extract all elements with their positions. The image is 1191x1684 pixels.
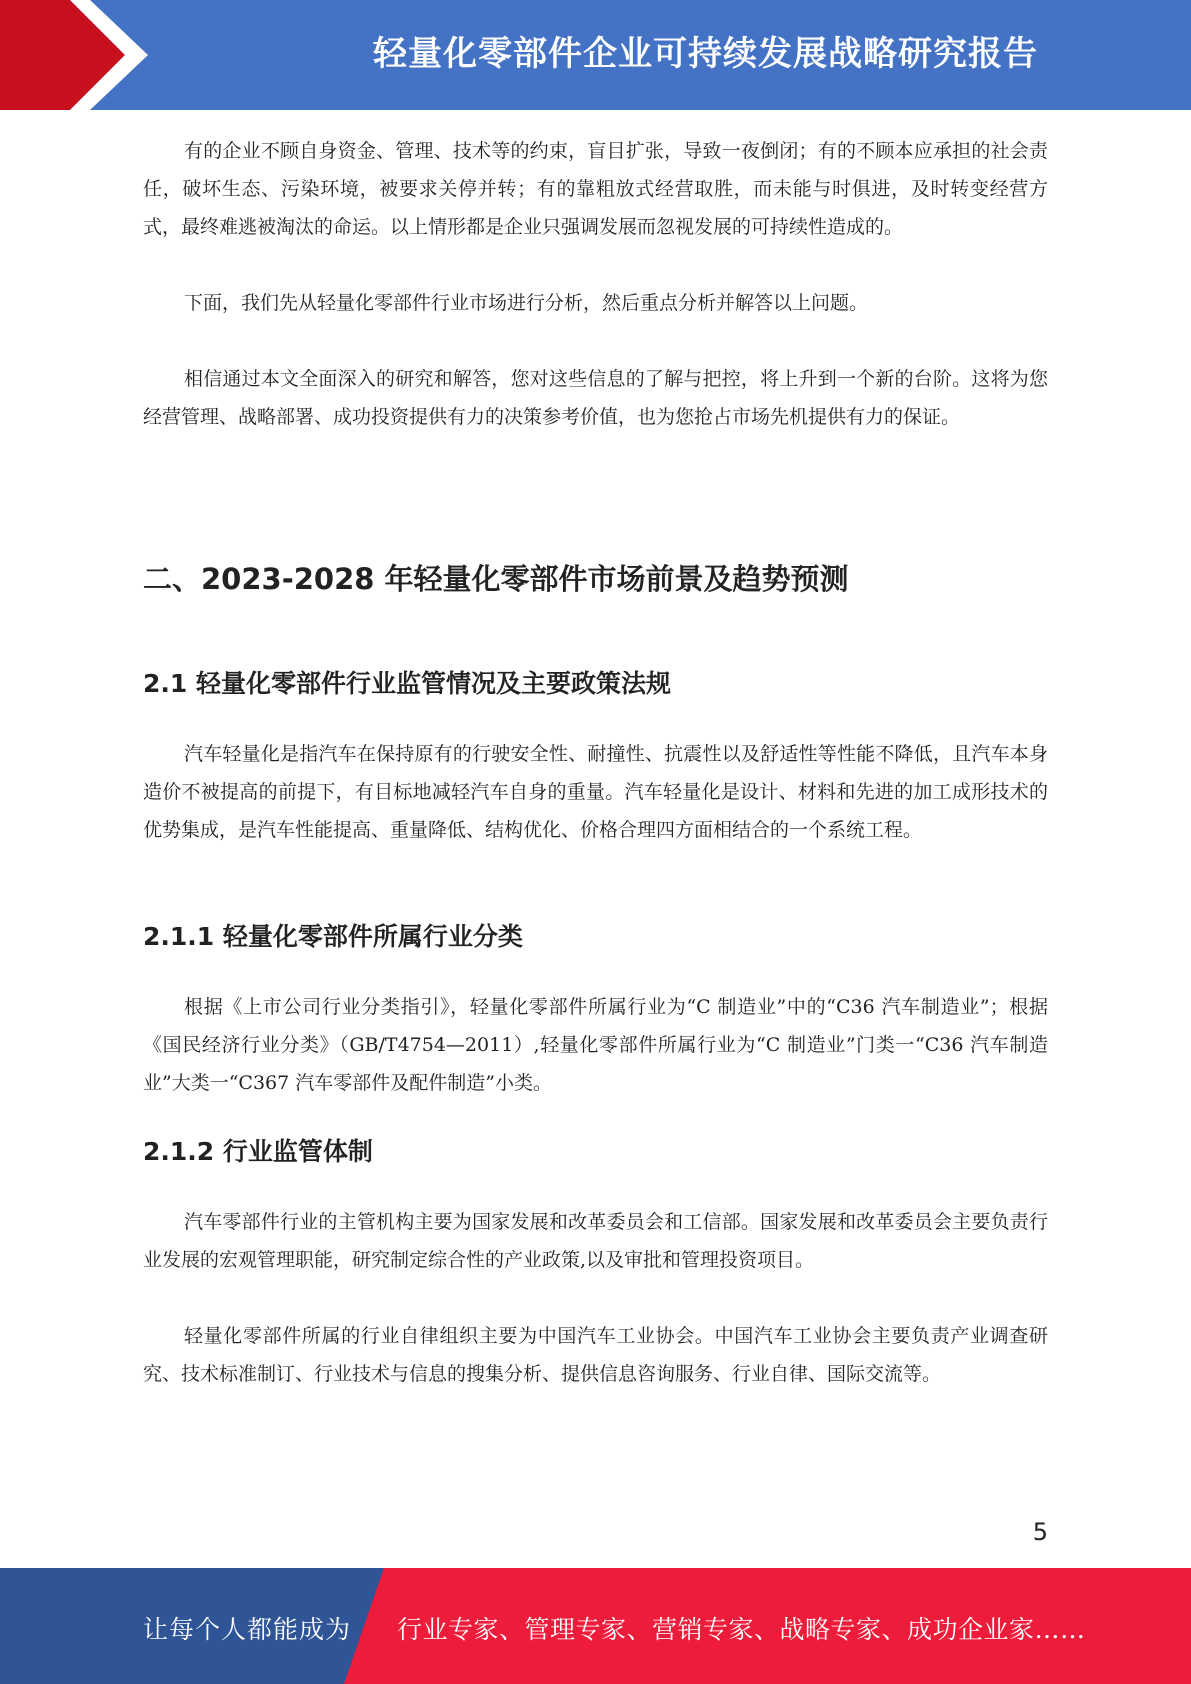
intro-paragraph-3: 相信通过本文全面深入的研究和解答，您对这些信息的了解与把控，将上升到一个新的台阶。这将为您经营管理、战略部署、成功投资提供有力的决策参考价值，也为您抢占市场先机提供有力的保证。 xyxy=(143,368,1048,428)
intro-paragraph-2: 下面，我们先从轻量化零部件行业市场进行分析，然后重点分析并解答以上问题。 xyxy=(184,292,869,314)
section-2-1-2-paragraph-1: 汽车零部件行业的主管机构主要为国家发展和改革委员会和工信部。国家发展和改革委员会主要负责行业发展的宏观管理职能，研究制定综合性的产业政策,以及审批和管理投资项目。 xyxy=(143,1211,1048,1271)
section-2-1-1-paragraph: 根据《上市公司行业分类指引》，轻量化零部件所属行业为“C 制造业”中的“C36 汽车制造业”；根据《国民经济行业分类》（GB/T4754—2011）,轻量化零部件所属行业为“C 制造业”门类一“C36 汽车制造业”大类一“C367 汽车零部件及配件制造”小类。 xyxy=(143,996,1048,1094)
section-2-1-2-heading: 2.1.2 行业监管体制 xyxy=(143,1137,373,1166)
intro-block xyxy=(143,132,1048,436)
section-2-1-1-heading: 2.1.1 轻量化零部件所属行业分类 xyxy=(143,922,523,951)
header-title: 轻量化零部件企业可持续发展战略研究报告 xyxy=(373,34,1038,74)
section-2-1-2-body xyxy=(143,1203,1048,1393)
section-2-heading: 二、2023-2028 年轻量化零部件市场前景及趋势预测 xyxy=(143,562,849,596)
page-header xyxy=(0,0,1191,110)
section-2-1-1-body xyxy=(143,988,1048,1102)
page-number: 5 xyxy=(1032,1518,1048,1546)
footer-slogan-right: 行业专家、管理专家、营销专家、战略专家、成功企业家…… xyxy=(397,1615,1086,1644)
footer-slogan-left: 让每个人都能成为 xyxy=(143,1615,352,1644)
section-2-1-2-paragraph-2: 轻量化零部件所属的行业自律组织主要为中国汽车工业协会。中国汽车工业协会主要负责产业调查研究、技术标准制订、行业技术与信息的搜集分析、提供信息咨询服务、行业自律、国际交流等。 xyxy=(143,1325,1048,1385)
intro-paragraph-1: 有的企业不顾自身资金、管理、技术等的约束，盲目扩张，导致一夜倒闭；有的不顾本应承担的社会责任，破坏生态、污染环境，被要求关停并转；有的靠粗放式经营取胜，而未能与时俱进，及时转变经营方式，最终难逃被淘汰的命运。以上情形都是企业只强调发展而忽视发展的可持续性造成的。 xyxy=(143,140,1048,238)
section-2-1-paragraph: 汽车轻量化是指汽车在保持原有的行驶安全性、耐撞性、抗震性以及舒适性等性能不降低，且汽车本身造价不被提高的前提下，有目标地减轻汽车自身的重量。汽车轻量化是设计、材料和先进的加工成形技术的优势集成，是汽车性能提高、重量降低、结构优化、价格合理四方面相结合的一个系统工程。 xyxy=(143,743,1048,841)
header-arrow-icon xyxy=(0,0,160,110)
section-2-1-heading: 2.1 轻量化零部件行业监管情况及主要政策法规 xyxy=(143,669,671,698)
section-2-1-body xyxy=(143,735,1048,849)
